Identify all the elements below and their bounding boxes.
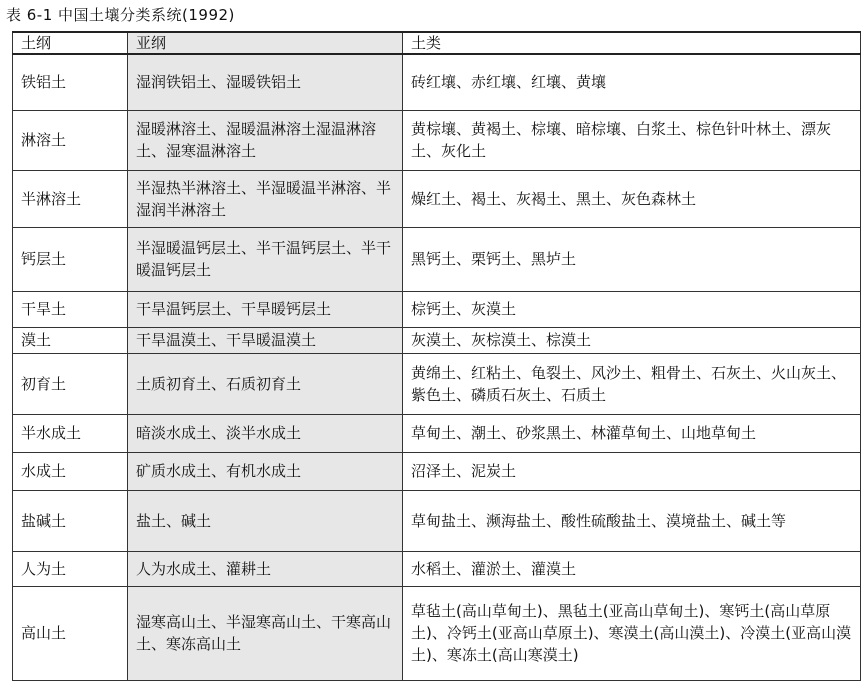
group-cell: 草甸盐土、濒海盐土、酸性硫酸盐土、漠境盐土、碱土等 [403, 490, 861, 551]
group-cell: 燥红土、褐土、灰褐土、黑土、灰色森林土 [403, 170, 861, 227]
table-row [13, 327, 861, 353]
group-cell: 砖红壤、赤红壤、红壤、黄壤 [403, 54, 861, 110]
group-cell: 棕钙土、灰漠土 [403, 291, 861, 327]
table-row [13, 170, 861, 227]
group-cell: 草毡土(高山草甸土)、黑毡土(亚高山草甸土)、寒钙土(高山草原土)、冷钙土(亚高山草原土)、寒漠土(高山漠土)、冷漠土(亚高山漠土)、寒冻土(高山寒漠土) [403, 586, 861, 680]
header-order: 土纲 [13, 32, 128, 54]
suborder-cell: 盐土、碱土 [128, 490, 403, 551]
table-row [13, 227, 861, 291]
header-group: 土类 [403, 32, 861, 54]
order-cell: 干旱土 [13, 291, 128, 327]
table-caption: 表 6-1 中国土壤分类系统(1992) [6, 6, 235, 24]
suborder-cell: 干旱温钙层土、干旱暖钙层土 [128, 291, 403, 327]
order-cell: 水成土 [13, 452, 128, 490]
order-cell: 初育土 [13, 353, 128, 414]
suborder-cell: 湿寒高山土、半湿寒高山土、干寒高山土、寒冻高山土 [128, 586, 403, 680]
group-cell: 草甸土、潮土、砂浆黑土、林灌草甸土、山地草甸土 [403, 414, 861, 452]
table-row [13, 452, 861, 490]
header-suborder: 亚纲 [128, 32, 403, 54]
suborder-cell: 半湿暖温钙层土、半干温钙层土、半干暖温钙层土 [128, 227, 403, 291]
group-cell: 黄绵土、红粘土、龟裂土、风沙土、粗骨土、石灰土、火山灰土、紫色土、磷质石灰土、石质土 [403, 353, 861, 414]
order-cell: 半淋溶土 [13, 170, 128, 227]
table-row [13, 110, 861, 170]
order-cell: 人为土 [13, 551, 128, 586]
table-header-row [13, 32, 861, 54]
soil-classification-table [12, 31, 861, 681]
table-row [13, 490, 861, 551]
suborder-cell: 矿质水成土、有机水成土 [128, 452, 403, 490]
group-cell: 灰漠土、灰棕漠土、棕漠土 [403, 327, 861, 353]
order-cell: 漠土 [13, 327, 128, 353]
order-cell: 盐碱土 [13, 490, 128, 551]
group-cell: 沼泽土、泥炭土 [403, 452, 861, 490]
table-row [13, 414, 861, 452]
suborder-cell: 湿暖淋溶土、湿暖温淋溶土湿温淋溶土、湿寒温淋溶土 [128, 110, 403, 170]
order-cell: 钙层土 [13, 227, 128, 291]
table-row [13, 291, 861, 327]
order-cell: 高山土 [13, 586, 128, 680]
group-cell: 黑钙土、栗钙土、黑垆土 [403, 227, 861, 291]
order-cell: 半水成土 [13, 414, 128, 452]
table-row [13, 551, 861, 586]
suborder-cell: 暗淡水成土、淡半水成土 [128, 414, 403, 452]
table-row [13, 54, 861, 110]
group-cell: 水稻土、灌淤土、灌漠土 [403, 551, 861, 586]
table-row [13, 353, 861, 414]
order-cell: 铁铝土 [13, 54, 128, 110]
suborder-cell: 人为水成土、灌耕土 [128, 551, 403, 586]
order-cell: 淋溶土 [13, 110, 128, 170]
suborder-cell: 湿润铁铝土、湿暖铁铝土 [128, 54, 403, 110]
suborder-cell: 土质初育土、石质初育土 [128, 353, 403, 414]
suborder-cell: 半湿热半淋溶土、半湿暖温半淋溶、半湿润半淋溶土 [128, 170, 403, 227]
suborder-cell: 干旱温漠土、干旱暖温漠土 [128, 327, 403, 353]
group-cell: 黄棕壤、黄褐土、棕壤、暗棕壤、白浆土、棕色针叶林土、漂灰土、灰化土 [403, 110, 861, 170]
table-row [13, 586, 861, 680]
